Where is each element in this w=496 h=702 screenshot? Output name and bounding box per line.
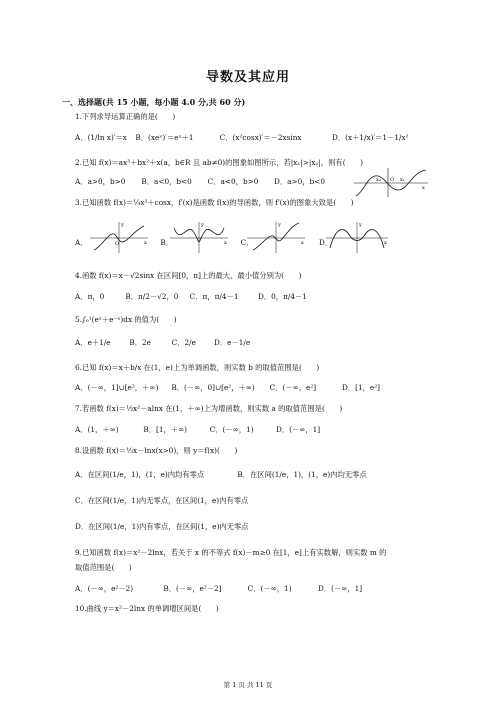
q3c-y-label: y <box>278 222 281 228</box>
question-1-options <box>75 133 409 142</box>
q3-graph-a <box>88 220 150 254</box>
question-1-stem: 1.下列求导运算正确的是( ) <box>75 112 176 121</box>
q8-option-b: B．在区间(1/e，1)，(1，e)内均无零点 <box>237 470 367 479</box>
q3-option-d: D． <box>318 238 333 247</box>
question-9-options <box>75 584 362 593</box>
question-4-options <box>75 292 307 301</box>
q3-option-c: C． <box>240 238 254 247</box>
q8-option-a: A．在区间(1/e，1)，(1，e)内均有零点 <box>75 470 205 479</box>
q3a-y-label: y <box>121 222 124 228</box>
q2-label-o: O <box>390 177 395 183</box>
q2-option-c: C．a<0，b>0 <box>207 177 259 186</box>
q3-option-b: B． <box>160 238 173 247</box>
q3b-x-label: x <box>224 240 227 246</box>
q9-option-b: B．(－∞，e²－2] <box>163 584 222 593</box>
q1-option-b: B．(xeˣ)′＝eˣ＋1 <box>135 133 194 142</box>
q2-option-b: B．a<0，b<0 <box>141 177 192 186</box>
q6-option-a: A．(－∞，1]∪[e²，＋∞) <box>75 383 159 392</box>
page-title: 导数及其应用 <box>205 70 290 85</box>
q8-option-c: C．在区间(1/e，1)内无零点，在区间(1，e)内有零点 <box>75 496 249 505</box>
q2-label-x: x <box>422 185 425 191</box>
q3a-o-label: O <box>115 241 120 247</box>
q6-option-b: B．(－∞，0]∪[e²，＋∞) <box>171 383 255 392</box>
q9-option-a: A．(－∞，e²－2) <box>75 584 134 593</box>
q3-graph-c <box>245 220 307 254</box>
q5-option-c: C．2/e <box>171 338 196 347</box>
q3b-y-label: y <box>201 222 204 228</box>
q2-label-x1: x₁ <box>400 177 405 183</box>
question-2-options <box>75 177 325 186</box>
question-5-stem: 5.∫₀¹(eˣ＋e⁻ˣ)dx 的值为( ) <box>75 315 177 324</box>
q1-option-c: C．(x²cosx)′＝－2xsinx <box>219 133 302 142</box>
q1-option-a: A．(1/ln x)′＝x <box>75 133 127 142</box>
q2-graph <box>352 166 430 198</box>
q5-option-a: A．e＋1/e <box>75 338 111 347</box>
q3-graph-d <box>324 220 390 254</box>
q9-option-c: C．(－∞，1) <box>247 584 292 593</box>
q7-option-d: D．(－∞，1] <box>275 425 321 434</box>
question-7-options <box>75 425 320 434</box>
question-10-stem: 10.曲线 y＝x²－2lnx 的单调增区间是( ) <box>75 604 219 613</box>
q5-option-b: B．2e <box>129 338 151 347</box>
question-4-stem: 4.函数 f(x)＝x－√2sinx 在区间[0，π]上的最大、最小值分别为( ) <box>75 271 302 280</box>
q7-option-a: A．(1，＋∞) <box>75 425 119 434</box>
q2-option-d: D．a>0，b<0 <box>273 177 325 186</box>
q4-option-d: D．0，π/4－1 <box>257 292 307 301</box>
q2-label-x2: x₂ <box>376 177 381 183</box>
question-2-stem: 2.已知 f(x)＝ax³＋bx²＋x(a，b∈R 且 ab≠0)的图象如图所示，若|x₁|>|x₂|，则有( ) <box>75 158 363 167</box>
question-5-options <box>75 338 250 347</box>
q1-option-d: D．(x＋1/x)′＝1－1/x² <box>331 133 409 142</box>
q3d-y-label: y <box>359 222 362 228</box>
question-8-stem: 8.设函数 f(x)＝⅓x－lnx(x>0)，则 y＝f(x)( ) <box>75 446 238 455</box>
q3c-x-label: x <box>301 240 304 246</box>
q4-option-a: A．π，0 <box>75 292 105 301</box>
question-3-stem: 3.已知函数 f(x)＝¼x²＋cosx，f′(x)是函数 f(x)的导函数，则 f′(x)的图象大致是( ) <box>75 198 354 207</box>
q5-option-d: D．e－1/e <box>213 338 251 347</box>
question-7-stem: 7.若函数 f(x)＝½x²－alnx 在(1，＋∞)上为增函数，则实数 a 的取值范围是( ) <box>75 404 343 413</box>
q3d-x-label: x <box>384 240 387 246</box>
q2-option-a: A．a>0，b>0 <box>75 177 126 186</box>
question-9-stem-cont: 取值范围是( ) <box>75 563 132 572</box>
q7-option-c: C．(－∞，1) <box>209 425 254 434</box>
question-6-options <box>75 383 380 392</box>
q4-option-c: C．π，π/4－1 <box>189 292 239 301</box>
q3-graph-b <box>168 220 230 254</box>
q4-option-b: B．π/2－√2，0 <box>125 292 179 301</box>
q6-option-c: C．(－∞，e²] <box>269 383 317 392</box>
q3a-x-label: x <box>144 240 147 246</box>
q7-option-b: B．[1，＋∞) <box>143 425 187 434</box>
q6-option-d: D．[1，e²] <box>341 383 381 392</box>
question-8-options-ab <box>75 470 367 479</box>
question-6-stem: 6.已知 f(x)＝x＋b/x 在(1，e)上为单调函数，则实数 b 的取值范围是( ) <box>75 363 320 372</box>
question-9-stem: 9.已知函数 f(x)＝x²－2lnx，若关于 x 的不等式 f(x)－m≥0 在[1，e]上有实数解，则实数 m 的 <box>75 548 387 557</box>
q9-option-d: D．(－∞，1] <box>317 584 363 593</box>
q3-option-a: A． <box>75 238 88 247</box>
section-heading: 一、选择题(共 15 小题，每小题 4.0 分,共 60 分) <box>62 97 246 107</box>
page-footer: 第 1 页 共 11 页 <box>223 681 273 689</box>
q8-option-d: D．在区间(1/e，1)内有零点，在区间(1，e)内无零点 <box>75 522 249 531</box>
